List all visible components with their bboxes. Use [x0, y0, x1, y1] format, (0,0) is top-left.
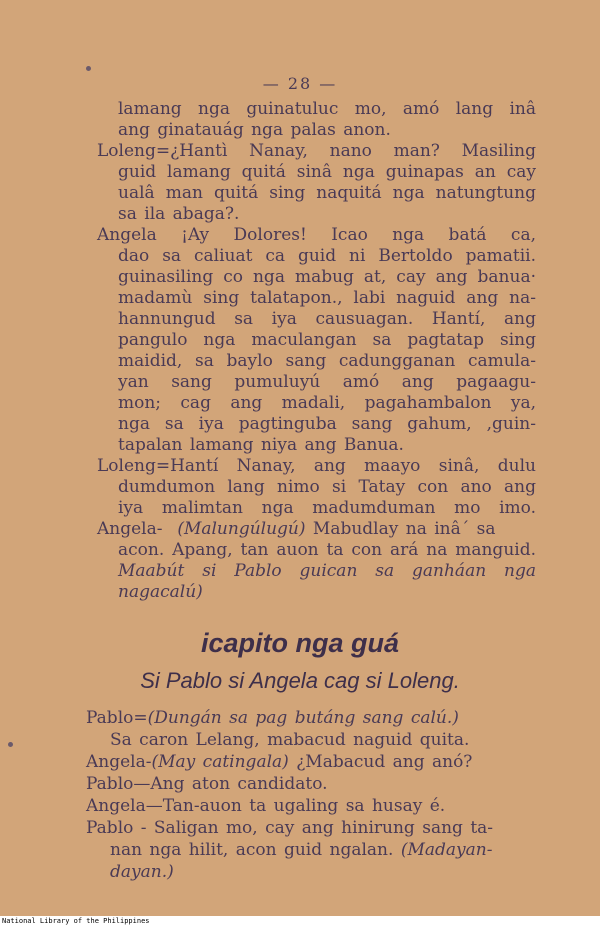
text-line: pangulo nga maculangan sa pagtatap sing	[118, 330, 536, 350]
speaker-name: Pablo=	[86, 708, 148, 728]
dialogue-text: nan nga hilit, acon guid ngalan.	[110, 840, 394, 860]
stage-direction: (May catingala)	[151, 752, 289, 772]
speaker-name: Angela-	[97, 519, 163, 539]
text-line: Angela ¡Ay Dolores! Icao nga batá ca,	[97, 225, 536, 245]
text-line: lamang nga guinatuluc mo, amó lang inâ	[118, 99, 536, 119]
text-line: yan sang pumuluyú amó ang pagaagu-	[118, 372, 536, 392]
text-line: tapalan lamang niya ang Banua.	[118, 435, 404, 455]
dialogue-text: Mabudlay na inâ´ sa	[312, 519, 496, 539]
text-line: acon. Apang, tan auon ta con ará na manguid.	[118, 540, 536, 560]
text-line: ang ginatauág nga palas anon.	[118, 120, 391, 140]
page-number: — 28 —	[262, 74, 338, 93]
text-line: nga sa iya pagtinguba sang gahum, ,guin-	[118, 414, 536, 434]
text-line	[86, 752, 472, 772]
text-line	[86, 708, 459, 728]
text-line: sa ila abaga?.	[118, 204, 240, 224]
text-line: dumdumon lang nimo si Tatay con ano ang	[118, 477, 536, 497]
text-line	[110, 840, 492, 860]
text-line: Pablo - Saligan mo, cay ang hinirung sang ta-	[86, 818, 494, 838]
margin-speck	[86, 66, 91, 71]
text-line: guinasiling co nga mabug at, cay ang banua·	[118, 267, 536, 287]
library-credit: National Library of the Philippines	[2, 917, 150, 925]
text-line: Sa caron Lelang, mabacud naguid quita.	[110, 730, 470, 750]
text-line: Angela—Tan-auon ta ugaling sa husay é.	[86, 796, 446, 816]
text-line: Loleng=¿Hantì Nanay, nano man? Masiling	[97, 141, 536, 161]
text-line: guid lamang quitá sinâ nga guinapas an cay	[118, 162, 536, 182]
dialogue-text: ¿Mabacud ang anó?	[296, 752, 473, 772]
text-line: ualâ man quitá sing naquitá nga natungtung	[118, 183, 536, 203]
text-line: mon; cag ang madali, pagahambalon ya,	[118, 393, 536, 413]
chapter-subtitle: Si Pablo si Angela cag si Loleng.	[140, 668, 460, 693]
text-line: dao sa caliuat ca guid ni Bertoldo pamatii.	[118, 246, 536, 266]
stage-direction-line: Maabút si Pablo guican sa ganháan nga	[118, 561, 536, 581]
text-line: Loleng=Hantí Nanay, ang maayo sinâ, dulu	[97, 456, 536, 476]
chapter-heading: icapito nga guá	[200, 628, 400, 658]
text-line: Pablo—Ang aton candidato.	[86, 774, 328, 794]
text-line: maidid, sa baylo sang cadungganan camula-	[118, 351, 536, 371]
text-line	[97, 519, 496, 539]
stage-direction: (Dungán sa pag butáng sang calú.)	[147, 708, 459, 728]
stage-direction-line: dayan.)	[110, 862, 174, 882]
speaker-name: Angela-	[86, 752, 152, 772]
stage-direction: (Madayan-	[400, 840, 493, 860]
stage-direction-line: nagacalú)	[118, 582, 203, 602]
text-line: madamù sing talatapon., labi naguid ang na-	[118, 288, 536, 308]
stage-direction: (Malungúlugú)	[177, 519, 306, 539]
margin-speck	[8, 742, 13, 747]
text-line: iya malimtan nga madumduman mo imo.	[118, 498, 536, 518]
text-line: hannungud sa iya causuagan. Hantí, ang	[118, 309, 536, 329]
